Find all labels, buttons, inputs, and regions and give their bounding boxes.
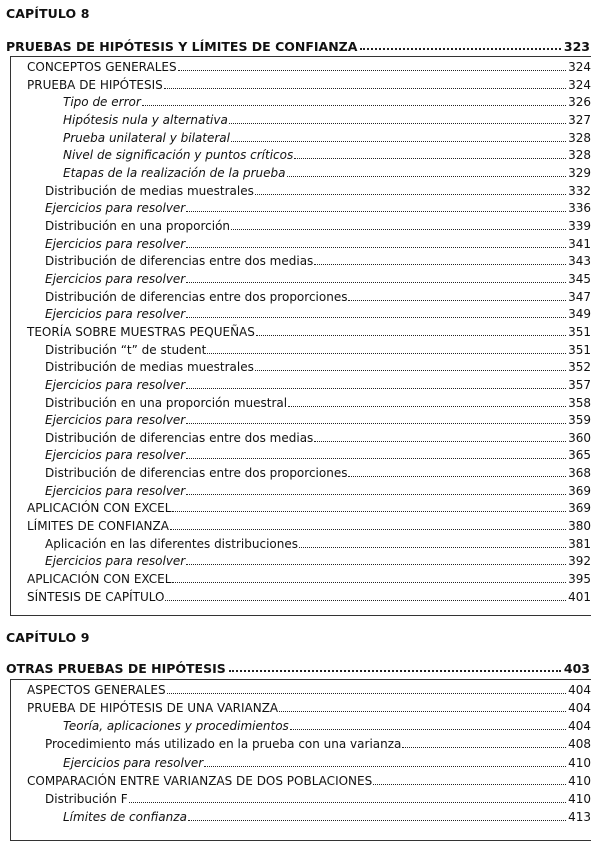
toc-entry-page: 413	[568, 809, 591, 824]
toc-entry[interactable]	[63, 717, 591, 734]
chapter-8-title: PRUEBAS DE HIPÓTESIS Y LÍMITES DE CONFIANZA	[6, 39, 358, 54]
toc-entry[interactable]	[45, 482, 591, 499]
toc-entry-title: Ejercicios para resolver	[63, 755, 204, 770]
toc-entry[interactable]	[27, 588, 591, 605]
toc-entry[interactable]	[63, 808, 591, 825]
toc-entry-title: Nivel de significación y puntos críticos	[63, 148, 294, 163]
dot-leader	[288, 406, 566, 407]
toc-entry-title: CONCEPTOS GENERALES	[27, 60, 177, 75]
toc-entry[interactable]	[27, 76, 591, 93]
toc-entry[interactable]	[63, 129, 591, 146]
toc-entry-title: Distribución en una proporción muestral	[45, 395, 288, 410]
toc-entry-page: 328	[568, 130, 591, 145]
toc-entry-page: 343	[568, 254, 591, 269]
chapter-9-heading: CAPÍTULO 9	[6, 630, 90, 645]
toc-entry-page: 381	[568, 536, 591, 551]
toc-entry-page: 327	[568, 113, 591, 128]
dot-leader	[314, 441, 566, 442]
dot-leader	[172, 582, 566, 583]
toc-entry[interactable]	[45, 535, 591, 552]
toc-entry-page: 410	[568, 755, 591, 770]
toc-entry-title: Ejercicios para resolver	[45, 271, 186, 286]
toc-entry[interactable]	[63, 93, 591, 110]
dot-leader	[229, 670, 561, 672]
toc-entry[interactable]	[27, 570, 591, 587]
dot-leader	[290, 729, 566, 730]
toc-entry[interactable]	[63, 146, 591, 163]
toc-entry[interactable]	[27, 699, 591, 716]
toc-entry[interactable]	[45, 305, 591, 322]
dot-leader	[186, 564, 566, 565]
toc-entry-page: 404	[568, 683, 591, 698]
toc-entry[interactable]	[45, 429, 591, 446]
toc-entry-title: COMPARACIÓN ENTRE VARIANZAS DE DOS POBLACIONES	[27, 773, 373, 788]
toc-entry[interactable]	[45, 199, 591, 216]
dot-leader	[172, 511, 566, 512]
toc-entry-title: APLICACIÓN CON EXCEL	[27, 572, 172, 587]
chapter-8-heading: CAPÍTULO 8	[6, 6, 90, 21]
toc-entry-page: 404	[568, 701, 591, 716]
toc-entry-title: Distribución de medias muestrales	[45, 360, 254, 375]
toc-entry-page: 326	[568, 95, 591, 110]
toc-entry-title: Hipótesis nula y alternativa	[63, 113, 228, 128]
dot-leader	[256, 335, 566, 336]
toc-entry[interactable]	[45, 270, 591, 287]
dot-leader	[186, 423, 566, 424]
toc-entry-page: 395	[568, 572, 591, 587]
toc-entry[interactable]	[27, 323, 591, 340]
toc-entry-title: SÍNTESIS DE CAPÍTULO	[27, 589, 165, 604]
dot-leader	[204, 766, 566, 767]
toc-entry[interactable]	[63, 753, 591, 770]
toc-entry-title: Ejercicios para resolver	[45, 201, 186, 216]
toc-entry[interactable]	[45, 446, 591, 463]
toc-entry-title: Etapas de la realización de la prueba	[63, 166, 286, 181]
dot-leader	[170, 529, 566, 530]
dot-leader	[142, 105, 566, 106]
toc-entry[interactable]	[45, 252, 591, 269]
toc-entry-page: 357	[568, 377, 591, 392]
chapter-8-page: 323	[563, 39, 590, 54]
toc-entry-page: 336	[568, 201, 591, 216]
dot-leader	[186, 247, 566, 248]
dot-leader	[373, 784, 566, 785]
toc-entry-title: Límites de confianza	[63, 809, 187, 824]
toc-entry[interactable]	[27, 772, 591, 789]
toc-entry-page: 368	[568, 466, 591, 481]
toc-entry-page: 329	[568, 166, 591, 181]
toc-entry[interactable]	[45, 217, 591, 234]
dot-leader	[188, 820, 566, 821]
toc-entry-title: ASPECTOS GENERALES	[27, 683, 166, 698]
dot-leader	[164, 88, 566, 89]
toc-entry[interactable]	[45, 552, 591, 569]
toc-entry-title: Distribución “t” de student	[45, 342, 207, 357]
toc-entry-page: 358	[568, 395, 591, 410]
dot-leader	[255, 194, 566, 195]
toc-entry-page: 360	[568, 430, 591, 445]
toc-entry-title: Ejercicios para resolver	[45, 236, 186, 251]
toc-entry-page: 324	[568, 60, 591, 75]
toc-entry-title: Teoría, aplicaciones y procedimientos	[63, 719, 289, 734]
toc-entry-title: APLICACIÓN CON EXCEL	[27, 501, 172, 516]
toc-entry[interactable]	[45, 411, 591, 428]
dot-leader	[348, 476, 566, 477]
toc-entry-title: Distribución de diferencias entre dos proporciones	[45, 289, 348, 304]
dot-leader	[186, 317, 566, 318]
dot-leader	[402, 747, 566, 748]
chapter-9-title: OTRAS PRUEBAS DE HIPÓTESIS	[6, 661, 226, 676]
dot-leader	[360, 48, 561, 50]
toc-entry-title: Ejercicios para resolver	[45, 554, 186, 569]
toc-entry-title: PRUEBA DE HIPÓTESIS	[27, 77, 163, 92]
dot-leader	[287, 176, 567, 177]
toc-entry[interactable]	[45, 393, 591, 410]
dot-leader	[279, 711, 566, 712]
toc-entry-page: 401	[568, 589, 591, 604]
toc-entry-page: 351	[568, 342, 591, 357]
toc-entry-page: 328	[568, 148, 591, 163]
dot-leader	[186, 494, 566, 495]
chapter-9-page: 403	[563, 661, 590, 676]
dot-leader	[348, 300, 566, 301]
toc-entry-page: 410	[568, 791, 591, 806]
toc-entry-title: LÍMITES DE CONFIANZA	[27, 519, 169, 534]
dot-leader	[178, 70, 567, 71]
toc-entry-title: Tipo de error	[63, 95, 141, 110]
toc-entry-page: 339	[568, 219, 591, 234]
toc-entry-page: 347	[568, 289, 591, 304]
chapter-9-title-row[interactable]	[6, 658, 590, 676]
dot-leader	[231, 229, 566, 230]
toc-entry[interactable]	[63, 111, 591, 128]
chapter-9-section-box	[10, 679, 591, 841]
toc-entry-page: 324	[568, 77, 591, 92]
toc-entry[interactable]	[45, 340, 591, 357]
toc-entry-title: Aplicación en las diferentes distribuciones	[45, 536, 298, 551]
dot-leader	[314, 264, 566, 265]
toc-entry[interactable]	[63, 164, 591, 181]
toc-entry-page: 352	[568, 360, 591, 375]
dot-leader	[294, 158, 566, 159]
toc-entry[interactable]	[45, 735, 591, 752]
toc-entry-title: Distribución de diferencias entre dos medias	[45, 430, 314, 445]
toc-entry[interactable]	[45, 376, 591, 393]
toc-entry-title: TEORÍA SOBRE MUESTRAS PEQUEÑAS	[27, 324, 255, 339]
dot-leader	[167, 693, 566, 694]
toc-entry-title: Distribución en una proporción	[45, 219, 231, 234]
toc-entry[interactable]	[27, 681, 591, 698]
toc-entry-page: 349	[568, 307, 591, 322]
toc-entry-page: 332	[568, 183, 591, 198]
toc-entry-page: 404	[568, 719, 591, 734]
toc-entry[interactable]	[45, 182, 591, 199]
toc-entry-page: 365	[568, 448, 591, 463]
dot-leader	[186, 388, 566, 389]
dot-leader	[186, 211, 566, 212]
chapter-8-title-row[interactable]	[6, 36, 590, 54]
toc-entry[interactable]	[27, 499, 591, 516]
dot-leader	[207, 353, 566, 354]
toc-entry-title: Ejercicios para resolver	[45, 307, 186, 322]
toc-entry-page: 380	[568, 519, 591, 534]
dot-leader	[165, 600, 566, 601]
dot-leader	[231, 141, 566, 142]
dot-leader	[255, 370, 566, 371]
toc-entry[interactable]	[27, 58, 591, 75]
chapter-8-section-box	[10, 56, 591, 616]
toc-entry-page: 351	[568, 324, 591, 339]
toc-entry-page: 369	[568, 483, 591, 498]
toc-entry-title: Distribución de diferencias entre dos medias	[45, 254, 314, 269]
toc-entry-title: Ejercicios para resolver	[45, 377, 186, 392]
toc-entry-page: 359	[568, 413, 591, 428]
toc-entry[interactable]	[45, 464, 591, 481]
toc-entry-title: Distribución de medias muestrales	[45, 183, 254, 198]
toc-entry-title: Distribución F	[45, 791, 128, 806]
dot-leader	[186, 458, 566, 459]
toc-entry-title: PRUEBA DE HIPÓTESIS DE UNA VARIANZA	[27, 701, 279, 716]
toc-entry-title: Ejercicios para resolver	[45, 413, 186, 428]
toc-entry[interactable]	[45, 790, 591, 807]
toc-entry[interactable]	[45, 235, 591, 252]
toc-entry-page: 408	[568, 737, 591, 752]
dot-leader	[229, 123, 566, 124]
dot-leader	[186, 282, 566, 283]
toc-entry-title: Prueba unilateral y bilateral	[63, 130, 230, 145]
dot-leader	[299, 547, 566, 548]
toc-entry-page: 392	[568, 554, 591, 569]
toc-entry-title: Distribución de diferencias entre dos proporciones	[45, 466, 348, 481]
toc-entry[interactable]	[45, 358, 591, 375]
toc-entry-page: 410	[568, 773, 591, 788]
toc-entry-page: 369	[568, 501, 591, 516]
toc-entry[interactable]	[45, 287, 591, 304]
toc-entry-title: Ejercicios para resolver	[45, 483, 186, 498]
toc-entry-title: Ejercicios para resolver	[45, 448, 186, 463]
toc-entry-title: Procedimiento más utilizado en la prueba con una varianza	[45, 737, 402, 752]
dot-leader	[129, 802, 566, 803]
toc-entry-page: 345	[568, 271, 591, 286]
toc-entry-page: 341	[568, 236, 591, 251]
toc-entry[interactable]	[27, 517, 591, 534]
